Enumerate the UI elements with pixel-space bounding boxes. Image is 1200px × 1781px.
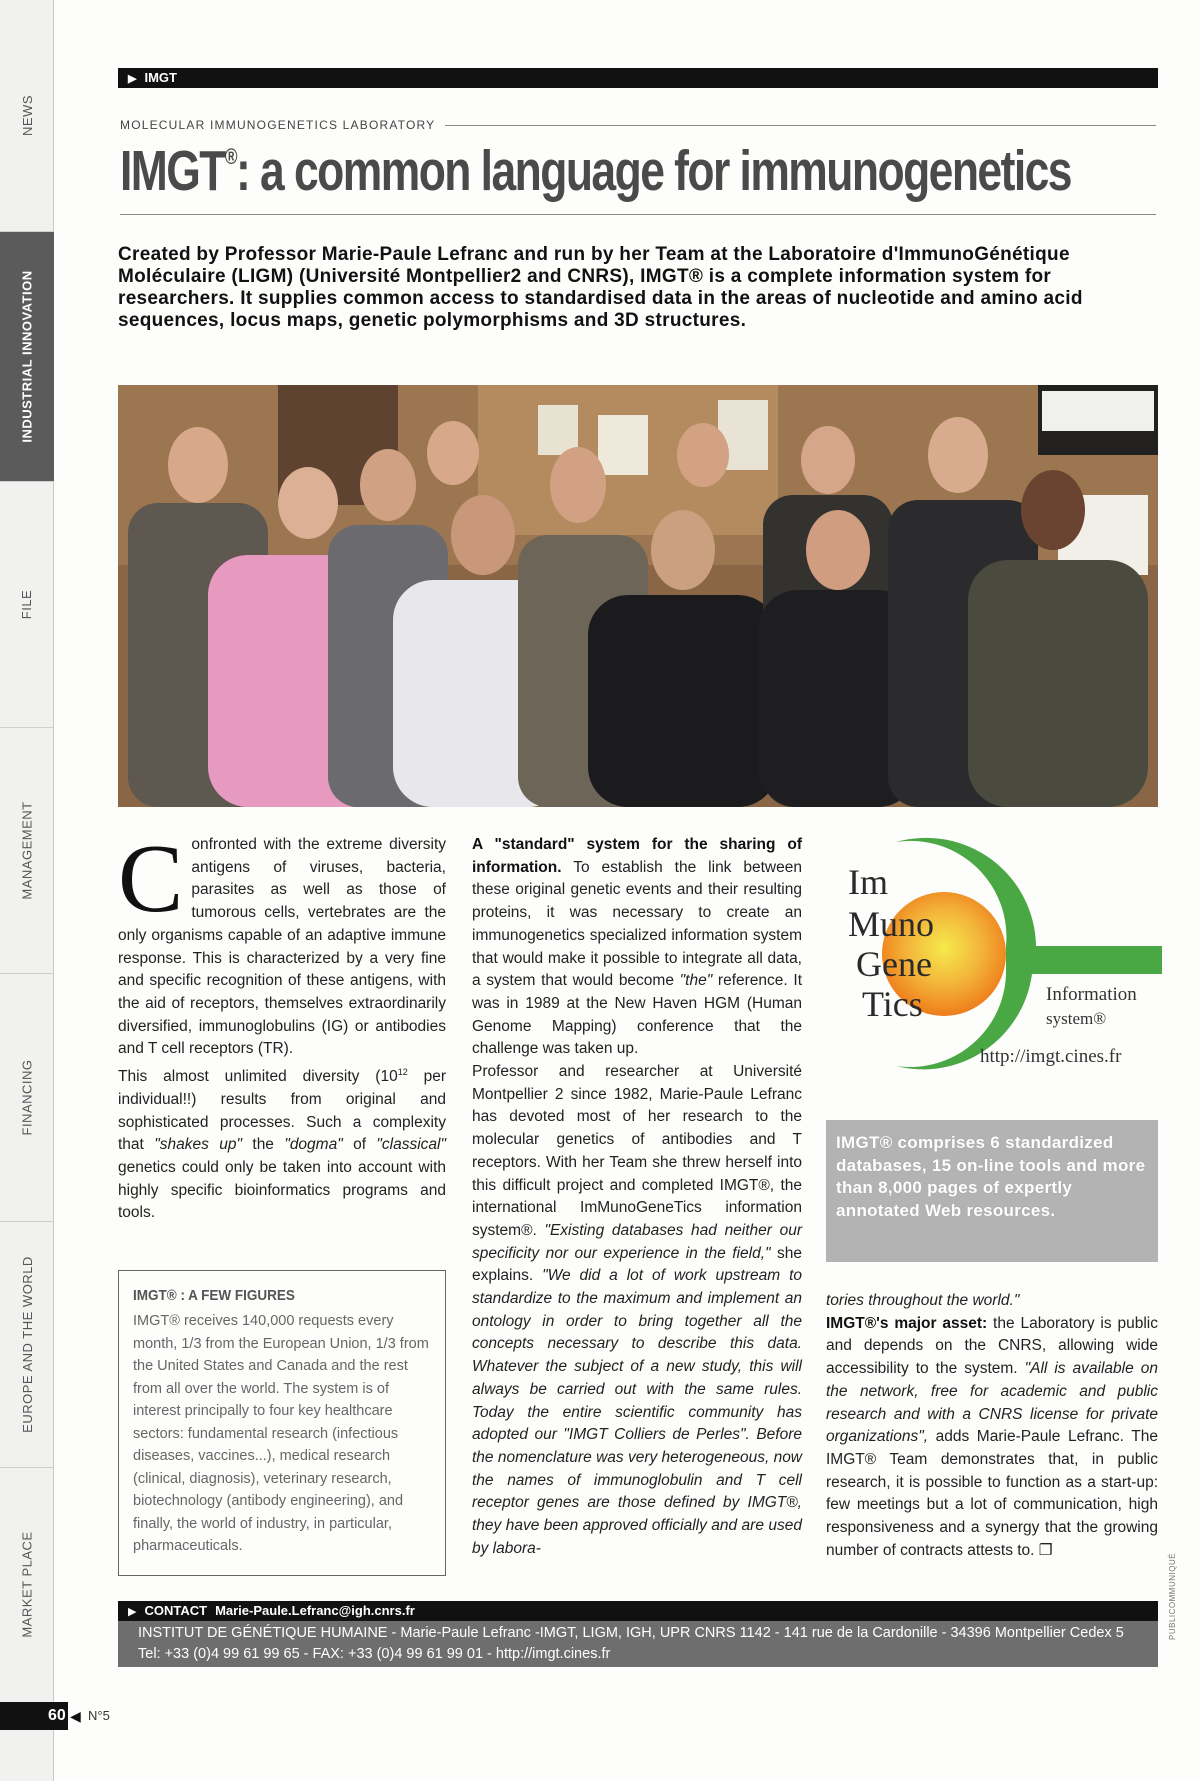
end-mark-icon: ❐	[1038, 1541, 1053, 1559]
kicker-rule	[445, 125, 1156, 126]
imgt-logo	[826, 826, 1162, 1076]
body-paragraph	[826, 1290, 1158, 1313]
drop-cap: C	[118, 825, 184, 933]
logo-line-2: Muno	[848, 904, 935, 944]
tab-label: NEWS	[19, 95, 35, 136]
kicker	[120, 118, 1156, 132]
body-paragraph	[826, 1313, 1158, 1563]
logo-tagline-2: system®	[1046, 1009, 1107, 1028]
contact-label: CONTACT	[144, 1603, 208, 1618]
article-column-2	[472, 834, 802, 1561]
body-text: she explains.	[472, 1244, 802, 1285]
page-title	[120, 138, 1071, 204]
quote-text: "All is available on the network, free for academic and public research and with a CNRS license for private organizations",	[826, 1360, 1158, 1446]
quote-text: "the"	[679, 972, 713, 990]
team-photo	[118, 385, 1158, 807]
body-text: This almost unlimited diversity (10	[118, 1068, 398, 1086]
logo-line-1: Im	[848, 862, 888, 902]
section-label: IMGT	[144, 70, 177, 85]
exponent: 12	[397, 1067, 408, 1078]
section-bar	[118, 68, 1158, 88]
logo-url: http://imgt.cines.fr	[980, 1046, 1122, 1067]
tab-label: MARKET PLACE	[19, 1530, 35, 1638]
title-registered-mark: ®	[224, 144, 236, 169]
figures-box-title: IMGT® : A FEW FIGURES	[133, 1287, 295, 1304]
subheading: IMGT®'s major asset:	[826, 1314, 988, 1332]
body-text: the Laboratory is public and depends on the CNRS, allowing wide accessibility to the system.	[826, 1314, 1158, 1378]
section-tab-bar	[0, 0, 54, 1781]
body-text: of	[342, 1136, 377, 1154]
body-text: the	[242, 1136, 285, 1154]
quote-text: "classical"	[376, 1136, 446, 1154]
lead-paragraph: Created by Professor Marie-Paule Lefranc and run by her Team at the Laboratoire d'ImmunoGénétique Moléculaire (LIGM) (Université Montpellier2 and CNRS), IMGT® is a complete information system for researchers. It supplies common access to standardised data in the areas of nucleotide and amino acid sequences, locus maps, genetic polymorphisms and 3D structures.	[118, 244, 1083, 331]
body-text: adds Marie-Paule Lefranc. The IMGT® Team demonstrates that, in public research, it is possible to function as a start-up: few meetings but a lot of communication, high responsiveness and a synergy that the growing number of contracts attests to.	[826, 1428, 1158, 1559]
figures-box-text: IMGT® receives 140,000 requests every month, 1/3 from the European Union, 1/3 from the United States and Canada and the rest from all over the world. The system is of interest principally to four key healthcare sectors: fundamental research (infectious diseases, vaccines...), medical research (clinical, diagnosis), veterinary research, biotechnology (antibody engineering), and finally, the world of industry, in particular, pharmaceuticals.	[133, 1313, 429, 1554]
title-rest: : a common language for immunogenetics	[235, 139, 1071, 203]
tab-news	[0, 0, 54, 232]
body-text: per individual!!) results from original and sophisticated processes. Such a complexity that	[118, 1068, 446, 1154]
play-arrow-icon: ▶	[128, 1606, 137, 1618]
tab-label: INDUSTRIAL INNOVATION	[19, 270, 35, 443]
quote-text: "dogma"	[284, 1136, 343, 1154]
body-text: reference. It was in 1989 at the New Haven HGM (Human Genome Mapping) conference that the challenge was taken up.	[472, 972, 802, 1058]
quote-text: "Existing databases had neither our specificity nor our experience in the field,"	[472, 1221, 803, 1262]
tab-europe-and-the-world	[0, 1222, 54, 1468]
logo-tagline-1: Information	[1046, 984, 1137, 1005]
body-text: genetics could only be taken into account with highly specific bioinformatics programs and tools.	[118, 1159, 446, 1222]
publi-label: PUBLICOMMUNIQUÉ	[1168, 1552, 1177, 1640]
contact-phone: Tel: +33 (0)4 99 61 99 65 - FAX: +33 (0)4 99 61 99 01 - http://imgt.cines.fr	[138, 1646, 611, 1662]
contact-address: INSTITUT DE GÉNÉTIQUE HUMAINE - Marie-Paule Lefranc -IMGT, LIGM, IGH, UPR CNRS 1142 - 141 rue de la Cardonille - 34396 Montpellier Cedex 5	[138, 1625, 1124, 1641]
body-text: To establish the link between these original genetic events and their resulting proteins, it was necessary to create an immunogenetics specialized information system that would make it possible to integrate all data, a system that would become	[472, 858, 802, 990]
tab-management	[0, 728, 54, 974]
subheading: A "standard" system for the sharing of information.	[472, 836, 802, 876]
tab-file	[0, 482, 54, 728]
title-main: IMGT	[120, 139, 225, 203]
highlight-box: IMGT® comprises 6 standardized databases, 15 on-line tools and more than 8,000 pages of expertly annotated Web resources.	[826, 1120, 1158, 1262]
tab-label: FILE	[19, 589, 35, 620]
tab-label: MANAGEMENT	[19, 801, 35, 900]
quote-text: tories throughout the world."	[826, 1292, 1020, 1309]
logo-line-4: Tics	[862, 984, 923, 1024]
contact-address-box	[118, 1621, 1158, 1667]
kicker-text: MOLECULAR IMMUNOGENETICS LABORATORY	[120, 118, 436, 132]
contact-bar	[118, 1601, 1158, 1621]
figures-box	[118, 1270, 446, 1576]
logo-line-3: Gene	[856, 944, 932, 984]
tab-label: EUROPE AND THE WORLD	[19, 1256, 35, 1433]
article-column-1	[118, 825, 446, 1225]
tab-label: FINANCING	[19, 1059, 35, 1136]
tab-market-place	[0, 1468, 54, 1700]
article-column-3	[826, 1290, 1158, 1562]
body-paragraph	[472, 1061, 802, 1560]
page-arrow-icon: ◀	[70, 1708, 81, 1724]
page-number: 60	[0, 1702, 68, 1730]
play-arrow-icon: ▶	[128, 73, 137, 85]
body-paragraph	[118, 1061, 446, 1225]
tab-industrial-innovation	[0, 232, 54, 482]
quote-text: "We did a lot of work upstream to standardize to the maximum and implement an ontology in order to bring together all the concepts necessary to describe this data. Whatever the subject of a new study, this will always be carried out with the same rules. Today the entire scientific community has adopted our "IMGT Colliers de Perles". Before the nomenclature was very heterogeneous, now the names of immunoglobulin and T cell receptor genes are those defined by IMGT®, they have been approved officially and are used by labora-	[472, 1267, 803, 1557]
body-text: Professor and researcher at Université Montpellier 2 since 1982, Marie-Paule Lefranc has devoted most of her research to the molecular genetics of antibodies and T receptors. With her Team she threw herself into this difficult project and completed IMGT®, the international ImMunoGeneTics information system®.	[472, 1063, 802, 1239]
quote-text: "shakes up"	[154, 1136, 242, 1154]
body-text: onfronted with the extreme diversity antigens of viruses, bacteria, parasites as well as those of tumorous cells, vertebrates are the only organisms capable of an adaptive immune response. This is characterized by a very fine and specific recognition of these antigens, with the aid of receptors, themselves extraordinarily diversified, immunoglobulins (IG) or antibodies and T cell receptors (TR).	[118, 836, 446, 1058]
body-paragraph	[472, 834, 802, 1061]
issue-number: N°5	[88, 1708, 110, 1723]
title-rule	[120, 214, 1156, 215]
contact-email: Marie-Paule.Lefranc@igh.cnrs.fr	[215, 1603, 415, 1618]
tab-financing	[0, 974, 54, 1222]
